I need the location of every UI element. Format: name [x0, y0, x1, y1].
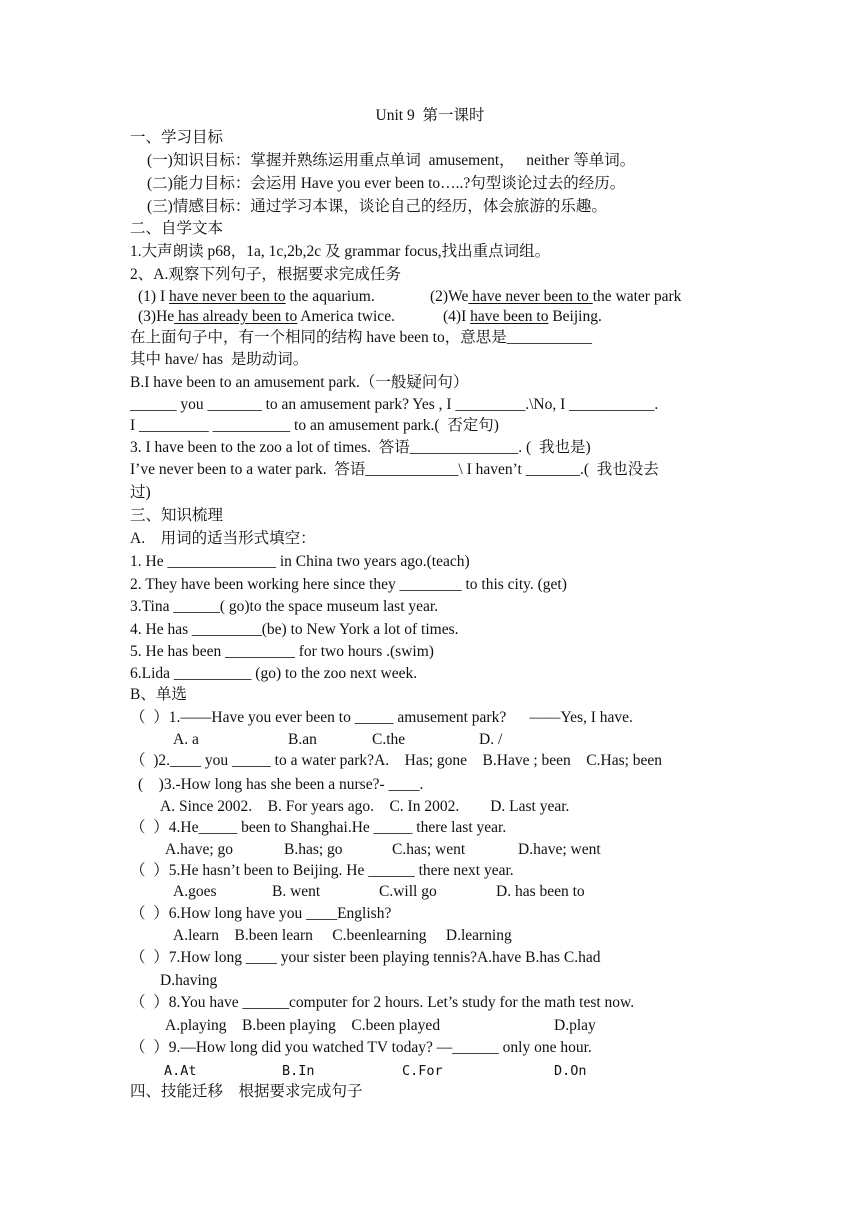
auxiliary-note: 其中 have/ has 是助动词。	[130, 351, 309, 368]
structure-question: 在上面句子中，有一个相同的结构 have been to，意思是___________	[130, 329, 592, 346]
example-text: (1) I	[138, 288, 169, 305]
section-1-heading: 一、学习目标	[130, 129, 224, 146]
fill-in-item-5: 5. He has been _________ for two hours .(swim)	[130, 643, 434, 660]
page-title: Unit 9 第一课时	[375, 107, 485, 124]
q1-option-b: B.an	[288, 731, 317, 748]
fill-in-heading: A. 用词的适当形式填空：	[130, 530, 316, 547]
example-text: the aquarium.	[285, 288, 375, 305]
self-study-item-1: 1.大声朗读 p68，1a, 1c,2b,2c 及 grammar focus,找出重点词组。	[130, 243, 551, 260]
q4-option-d: D.have; went	[518, 841, 601, 858]
example-text: the water park	[592, 288, 682, 305]
question-3: ( )3.-How long has she been a nurse?- ____.	[138, 776, 424, 793]
example-sentence-1	[138, 287, 375, 307]
q4-option-b: B.has; go	[284, 841, 343, 858]
q5-option-a: A.goes	[173, 883, 217, 900]
section-3-heading: 三、知识梳理	[130, 507, 224, 524]
q9-option-a: A.At	[164, 1063, 197, 1079]
question-2: （ )2.____ you _____ to a water park?A. Has; gone B.Have ; been C.Has; been	[130, 752, 663, 769]
underlined-phrase: have been to	[470, 308, 549, 325]
section-4-heading: 四、技能迁移 根据要求完成句子	[130, 1083, 363, 1100]
q4-option-a: A.have; go	[165, 841, 234, 858]
example-text: (2)We	[430, 288, 469, 305]
example-sentence-2	[430, 287, 681, 307]
ability-goal: (二)能力目标：会运用 Have you ever been to…..?句型谈论过去的经历。	[147, 175, 626, 192]
self-study-item-2: 2、A.观察下列句子，根据要求完成任务	[130, 266, 401, 283]
q9-option-d: D.On	[554, 1063, 587, 1079]
example-sentence-3	[138, 307, 395, 327]
q1-option-c: C.the	[372, 731, 406, 748]
emotion-goal: (三)情感目标：通过学习本课，谈论自己的经历，体会旅游的乐趣。	[147, 198, 607, 215]
example-text: (3)He	[138, 308, 175, 325]
q5-option-c: C.will go	[379, 883, 437, 900]
example-text: (4)I	[443, 308, 471, 325]
q8-options-abc: A.playing B.been playing C.been played	[165, 1017, 441, 1034]
q1-option-a: A. a	[173, 731, 199, 748]
question-5: （ ）5.He hasn’t been to Beijing. He ______ there next year.	[130, 862, 514, 879]
fill-in-item-3: 3.Tina ______( go)to the space museum last year.	[130, 598, 439, 615]
underlined-phrase: have never been to	[468, 288, 593, 305]
fill-in-item-6: 6.Lida __________ (go) to the zoo next week.	[130, 665, 418, 682]
q8-option-d: D.play	[554, 1017, 596, 1034]
question-form-heading: B.I have been to an amusement park.（一般疑问句）	[130, 374, 469, 391]
question-4: （ ）4.He_____ been to Shanghai.He _____ there last year.	[130, 819, 507, 836]
q5-option-d: D. has been to	[496, 883, 585, 900]
q1-option-d: D. /	[479, 731, 503, 748]
question-6: （ ）6.How long have you ____English?	[130, 905, 392, 922]
section-2-heading: 二、自学文本	[130, 220, 224, 237]
q9-option-b: B.In	[282, 1063, 315, 1079]
reply-item-1: 3. I have been to the zoo a lot of times. 答语______________. ( 我也是)	[130, 439, 591, 456]
fill-in-item-4: 4. He has _________(be) to New York a lot of times.	[130, 621, 459, 638]
q7-option-d: D.having	[160, 972, 218, 989]
underlined-phrase: have never been to	[169, 288, 286, 305]
question-form-blank: ______ you _______ to an amusement park? Yes , I _________.\No, I ___________.	[130, 396, 659, 413]
reply-item-2: I’ve never been to a water park. 答语____________\ I haven’t _______.( 我也没去	[130, 461, 659, 478]
question-1: （ ）1.——Have you ever been to _____ amusement park? ——Yes, I have.	[130, 709, 633, 726]
q6-options: A.learn B.been learn C.beenlearning D.learning	[173, 927, 512, 944]
negative-form-blank: I _________ __________ to an amusement park.( 否定句)	[130, 417, 499, 434]
example-sentence-4	[443, 307, 602, 327]
underlined-phrase: has already been to	[174, 308, 298, 325]
question-9: （ ）9.—How long did you watched TV today? —______ only one hour.	[130, 1039, 592, 1056]
q5-option-b: B. went	[272, 883, 321, 900]
reply-item-2-continued: 过)	[130, 484, 151, 501]
example-text: America twice.	[297, 308, 395, 325]
q9-option-c: C.For	[402, 1063, 443, 1079]
multiple-choice-heading: B、单选	[130, 686, 187, 703]
question-8: （ ）8.You have ______computer for 2 hours. Let’s study for the math test now.	[130, 994, 635, 1011]
knowledge-goal: (一)知识目标：掌握并熟练运用重点单词 amusement， neither 等单词。	[147, 152, 636, 169]
q3-options: A. Since 2002. B. For years ago. C. In 2002. D. Last year.	[160, 798, 570, 815]
q4-option-c: C.has; went	[392, 841, 466, 858]
question-7: （ ）7.How long ____ your sister been playing tennis?A.have B.has C.had	[130, 949, 601, 966]
fill-in-item-2: 2. They have been working here since they ________ to this city. (get)	[130, 576, 567, 593]
example-text: Beijing.	[548, 308, 602, 325]
fill-in-item-1: 1. He ______________ in China two years ago.(teach)	[130, 553, 470, 570]
